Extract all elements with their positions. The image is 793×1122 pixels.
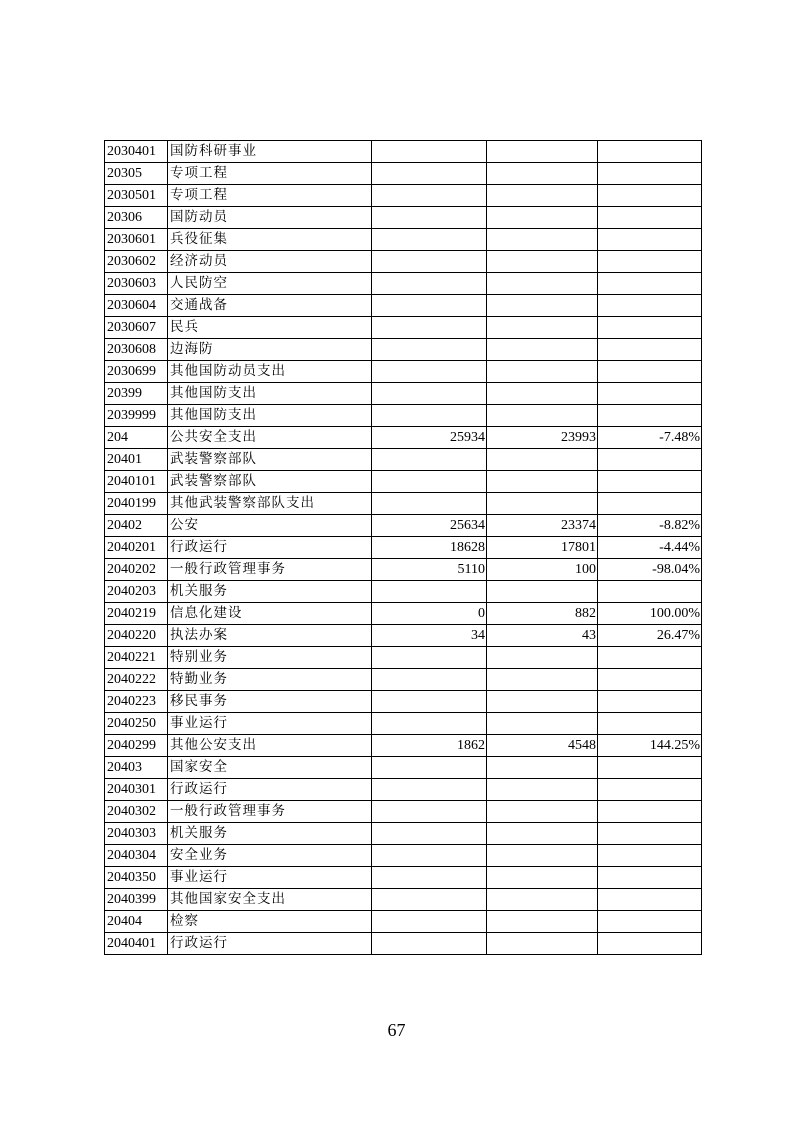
cell-value-2: [487, 471, 598, 493]
cell-code: 2040302: [105, 801, 168, 823]
cell-value-1: [372, 295, 487, 317]
cell-change: [598, 845, 702, 867]
cell-change: [598, 581, 702, 603]
table-row: [105, 317, 702, 339]
cell-name: 移民事务: [168, 691, 372, 713]
cell-value-1: [372, 361, 487, 383]
cell-change: [598, 163, 702, 185]
cell-change: [598, 691, 702, 713]
cell-code: 2030602: [105, 251, 168, 273]
cell-value-2: [487, 383, 598, 405]
cell-value-1: [372, 273, 487, 295]
table-row: [105, 889, 702, 911]
table-row: [105, 339, 702, 361]
cell-value-1: [372, 757, 487, 779]
cell-code: 2040101: [105, 471, 168, 493]
cell-name: 公安: [168, 515, 372, 537]
cell-name: 事业运行: [168, 867, 372, 889]
cell-value-2: [487, 889, 598, 911]
cell-code: 2040201: [105, 537, 168, 559]
cell-change: [598, 493, 702, 515]
cell-code: 20403: [105, 757, 168, 779]
cell-name: 其他国防支出: [168, 405, 372, 427]
cell-name: 边海防: [168, 339, 372, 361]
cell-value-1: [372, 889, 487, 911]
cell-value-2: [487, 757, 598, 779]
cell-name: 武装警察部队: [168, 449, 372, 471]
table-row: [105, 229, 702, 251]
cell-value-2: 23993: [487, 427, 598, 449]
cell-name: 执法办案: [168, 625, 372, 647]
cell-value-2: [487, 251, 598, 273]
table-row: [105, 427, 702, 449]
table-row: [105, 185, 702, 207]
cell-change: [598, 449, 702, 471]
table-row: [105, 141, 702, 163]
cell-value-1: [372, 867, 487, 889]
cell-value-2: [487, 581, 598, 603]
cell-value-2: [487, 845, 598, 867]
cell-value-1: 0: [372, 603, 487, 625]
cell-code: 2040303: [105, 823, 168, 845]
cell-name: 事业运行: [168, 713, 372, 735]
cell-name: 安全业务: [168, 845, 372, 867]
cell-name: 检察: [168, 911, 372, 933]
cell-value-2: [487, 779, 598, 801]
cell-value-2: [487, 141, 598, 163]
table-row: [105, 295, 702, 317]
cell-name: 信息化建设: [168, 603, 372, 625]
table-row: [105, 361, 702, 383]
cell-change: [598, 317, 702, 339]
cell-value-1: 1862: [372, 735, 487, 757]
cell-code: 2030699: [105, 361, 168, 383]
cell-change: [598, 647, 702, 669]
table-row: [105, 867, 702, 889]
cell-change: [598, 911, 702, 933]
cell-value-1: [372, 405, 487, 427]
cell-code: 2040399: [105, 889, 168, 911]
cell-name: 人民防空: [168, 273, 372, 295]
cell-code: 20306: [105, 207, 168, 229]
table-row: [105, 449, 702, 471]
table-body: [105, 141, 702, 955]
cell-name: 行政运行: [168, 779, 372, 801]
table-row: [105, 911, 702, 933]
cell-value-2: [487, 933, 598, 955]
cell-value-1: [372, 669, 487, 691]
cell-name: 机关服务: [168, 581, 372, 603]
cell-change: [598, 207, 702, 229]
cell-name: 武装警察部队: [168, 471, 372, 493]
cell-change: -7.48%: [598, 427, 702, 449]
cell-change: 26.47%: [598, 625, 702, 647]
cell-value-2: [487, 185, 598, 207]
cell-value-1: [372, 845, 487, 867]
table-row: [105, 713, 702, 735]
cell-code: 2040350: [105, 867, 168, 889]
cell-name: 行政运行: [168, 933, 372, 955]
cell-value-2: 4548: [487, 735, 598, 757]
cell-value-1: [372, 691, 487, 713]
cell-value-2: [487, 229, 598, 251]
table-row: [105, 933, 702, 955]
cell-code: 20401: [105, 449, 168, 471]
table-row: [105, 273, 702, 295]
cell-value-1: [372, 229, 487, 251]
table-row: [105, 471, 702, 493]
cell-value-2: [487, 691, 598, 713]
cell-code: 2040199: [105, 493, 168, 515]
table-row: [105, 163, 702, 185]
cell-code: 20404: [105, 911, 168, 933]
cell-value-2: 882: [487, 603, 598, 625]
cell-value-2: [487, 867, 598, 889]
cell-value-2: 17801: [487, 537, 598, 559]
cell-name: 其他公安支出: [168, 735, 372, 757]
cell-change: -98.04%: [598, 559, 702, 581]
cell-name: 特别业务: [168, 647, 372, 669]
cell-code: 2030608: [105, 339, 168, 361]
table-row: [105, 625, 702, 647]
cell-code: 2040220: [105, 625, 168, 647]
cell-name: 一般行政管理事务: [168, 559, 372, 581]
cell-name: 其他国防动员支出: [168, 361, 372, 383]
cell-value-1: 5110: [372, 559, 487, 581]
cell-change: [598, 933, 702, 955]
cell-code: 2030401: [105, 141, 168, 163]
page-number: 67: [387, 1020, 406, 1040]
table-row: [105, 669, 702, 691]
table-row: [105, 801, 702, 823]
cell-change: [598, 295, 702, 317]
budget-table: [104, 140, 702, 955]
cell-name: 专项工程: [168, 163, 372, 185]
table-row: [105, 581, 702, 603]
table-row: [105, 251, 702, 273]
cell-code: 2040219: [105, 603, 168, 625]
cell-value-2: [487, 449, 598, 471]
cell-change: [598, 669, 702, 691]
cell-value-1: [372, 911, 487, 933]
cell-value-1: [372, 823, 487, 845]
cell-change: [598, 867, 702, 889]
cell-value-1: [372, 801, 487, 823]
cell-code: 20399: [105, 383, 168, 405]
cell-value-1: [372, 185, 487, 207]
cell-change: [598, 779, 702, 801]
cell-value-1: [372, 163, 487, 185]
cell-value-2: [487, 647, 598, 669]
cell-code: 2030501: [105, 185, 168, 207]
cell-change: [598, 889, 702, 911]
cell-name: 民兵: [168, 317, 372, 339]
cell-change: [598, 251, 702, 273]
cell-name: 交通战备: [168, 295, 372, 317]
cell-value-1: 34: [372, 625, 487, 647]
table-row: [105, 405, 702, 427]
cell-value-2: [487, 317, 598, 339]
table-row: [105, 207, 702, 229]
cell-value-2: [487, 493, 598, 515]
cell-change: [598, 405, 702, 427]
cell-value-1: [372, 713, 487, 735]
table-row: [105, 823, 702, 845]
cell-code: 2040301: [105, 779, 168, 801]
cell-change: -4.44%: [598, 537, 702, 559]
table-row: [105, 603, 702, 625]
cell-change: [598, 757, 702, 779]
cell-code: 2040304: [105, 845, 168, 867]
cell-value-1: [372, 141, 487, 163]
cell-value-2: 43: [487, 625, 598, 647]
cell-change: [598, 713, 702, 735]
cell-value-1: [372, 317, 487, 339]
cell-code: 2040222: [105, 669, 168, 691]
cell-code: 2030603: [105, 273, 168, 295]
cell-value-2: [487, 713, 598, 735]
cell-name: 其他国防支出: [168, 383, 372, 405]
cell-value-2: [487, 669, 598, 691]
cell-value-1: [372, 581, 487, 603]
cell-value-2: [487, 339, 598, 361]
cell-value-2: [487, 163, 598, 185]
cell-code: 2040223: [105, 691, 168, 713]
table-row: [105, 779, 702, 801]
cell-value-2: [487, 801, 598, 823]
cell-value-2: 100: [487, 559, 598, 581]
cell-change: [598, 229, 702, 251]
cell-change: [598, 141, 702, 163]
cell-value-1: [372, 779, 487, 801]
cell-code: 2040250: [105, 713, 168, 735]
cell-value-1: 18628: [372, 537, 487, 559]
cell-value-1: [372, 471, 487, 493]
table-row: [105, 383, 702, 405]
cell-name: 其他武装警察部队支出: [168, 493, 372, 515]
cell-name: 国防科研事业: [168, 141, 372, 163]
cell-code: 20402: [105, 515, 168, 537]
cell-value-2: [487, 273, 598, 295]
cell-name: 国防动员: [168, 207, 372, 229]
cell-name: 公共安全支出: [168, 427, 372, 449]
cell-value-1: [372, 493, 487, 515]
table-row: [105, 515, 702, 537]
cell-change: [598, 801, 702, 823]
cell-change: -8.82%: [598, 515, 702, 537]
cell-name: 一般行政管理事务: [168, 801, 372, 823]
table-row: [105, 757, 702, 779]
cell-change: [598, 361, 702, 383]
cell-code: 2040401: [105, 933, 168, 955]
cell-code: 2040221: [105, 647, 168, 669]
cell-value-2: [487, 405, 598, 427]
cell-name: 兵役征集: [168, 229, 372, 251]
cell-code: 204: [105, 427, 168, 449]
cell-change: [598, 339, 702, 361]
cell-value-1: [372, 933, 487, 955]
cell-name: 专项工程: [168, 185, 372, 207]
table-row: [105, 691, 702, 713]
cell-name: 国家安全: [168, 757, 372, 779]
cell-value-1: [372, 207, 487, 229]
cell-value-1: [372, 251, 487, 273]
cell-name: 机关服务: [168, 823, 372, 845]
cell-change: [598, 823, 702, 845]
cell-name: 其他国家安全支出: [168, 889, 372, 911]
cell-code: 2040203: [105, 581, 168, 603]
table-row: [105, 559, 702, 581]
cell-name: 行政运行: [168, 537, 372, 559]
cell-name: 特勤业务: [168, 669, 372, 691]
cell-value-1: 25934: [372, 427, 487, 449]
cell-value-1: [372, 449, 487, 471]
cell-code: 20305: [105, 163, 168, 185]
cell-name: 经济动员: [168, 251, 372, 273]
cell-code: 2040299: [105, 735, 168, 757]
cell-value-2: 23374: [487, 515, 598, 537]
cell-change: [598, 185, 702, 207]
table-row: [105, 735, 702, 757]
cell-code: 2040202: [105, 559, 168, 581]
cell-value-1: [372, 383, 487, 405]
cell-code: 2030604: [105, 295, 168, 317]
table-row: [105, 493, 702, 515]
cell-change: 144.25%: [598, 735, 702, 757]
table-row: [105, 845, 702, 867]
table-row: [105, 647, 702, 669]
cell-value-2: [487, 823, 598, 845]
cell-value-2: [487, 911, 598, 933]
cell-value-2: [487, 207, 598, 229]
table-row: [105, 537, 702, 559]
cell-value-1: 25634: [372, 515, 487, 537]
cell-code: 2039999: [105, 405, 168, 427]
cell-value-2: [487, 295, 598, 317]
cell-code: 2030601: [105, 229, 168, 251]
cell-change: [598, 273, 702, 295]
cell-value-1: [372, 647, 487, 669]
cell-value-2: [487, 361, 598, 383]
cell-code: 2030607: [105, 317, 168, 339]
cell-change: [598, 383, 702, 405]
cell-change: [598, 471, 702, 493]
cell-change: 100.00%: [598, 603, 702, 625]
cell-value-1: [372, 339, 487, 361]
